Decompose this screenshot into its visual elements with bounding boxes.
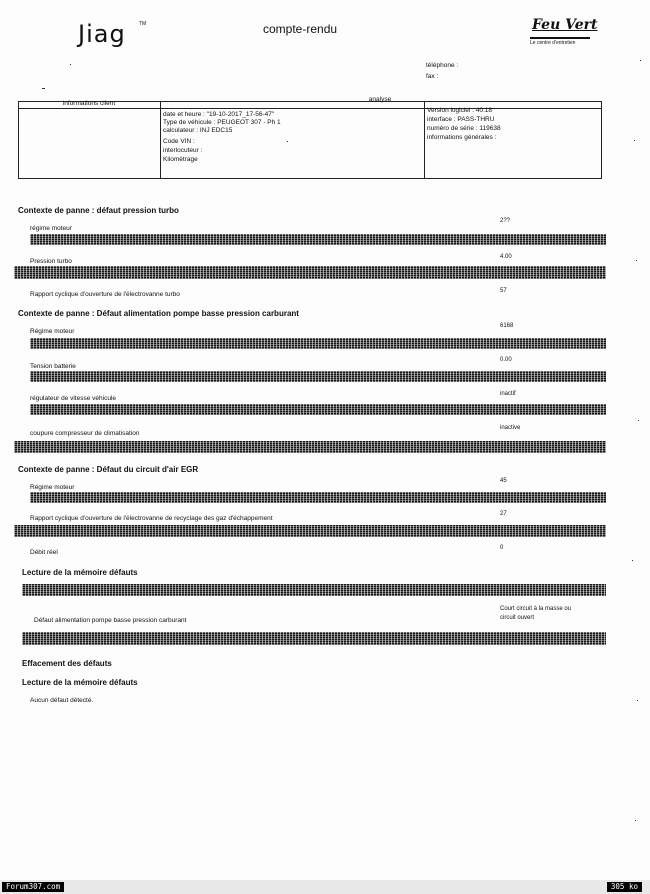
software-version: Version logiciel : 40.18 <box>427 107 493 114</box>
scan-speck <box>42 88 45 89</box>
redaction-bar <box>30 492 606 503</box>
scan-speck <box>287 141 288 142</box>
egr-flow-label: Débit réel <box>30 549 58 556</box>
ecu-type: calculateur : INJ EDC15 <box>163 127 233 134</box>
info-box <box>18 101 602 179</box>
scan-speck <box>634 140 635 141</box>
speed-regulator-label: régulateur de vitesse véhicule <box>30 395 116 402</box>
egr-duty-cycle-label: Rapport cyclique d'ouverture de l'électrovanne de recyclage des gaz d'échappement <box>30 515 273 522</box>
turbo-pressure-label: Pression turbo <box>30 258 72 265</box>
interlocutor: interlocuteur : <box>163 147 203 154</box>
redaction-bar <box>14 525 606 537</box>
redaction-bar <box>30 234 606 245</box>
scan-speck <box>70 64 71 65</box>
fault-fuel-pump-status-line2: circuit ouvert <box>500 615 535 621</box>
jiag-logo: Jiag <box>78 20 126 48</box>
fuel-engine-speed-value: 6168 <box>500 323 514 329</box>
interface: interface : PASS-THRU <box>427 116 495 123</box>
fuel-engine-speed-label: Régime moteur <box>30 328 75 335</box>
date-time: date et heure : "19-10-2017_17-56-47" <box>163 111 275 118</box>
turbo-duty-cycle-value: 57 <box>500 288 507 294</box>
serial-number: numéro de série : 119638 <box>427 125 501 132</box>
redaction-bar <box>22 584 606 596</box>
feuvert-tagline: Le centre d'entretien <box>530 37 590 46</box>
redaction-bar <box>30 338 606 349</box>
egr-engine-speed-value: 45 <box>500 478 507 484</box>
scan-speck <box>640 60 641 61</box>
ac-cutoff-label: coupure compresseur de climatisation <box>30 430 140 437</box>
turbo-engine-speed-label: régime moteur <box>30 225 72 232</box>
egr-flow-value: 0 <box>500 545 504 551</box>
document-title: compte-rendu <box>263 22 338 36</box>
info-box-divider-left <box>160 101 161 179</box>
scan-speck <box>638 420 639 421</box>
egr-engine-speed-label: Régime moteur <box>30 484 75 491</box>
scan-speck <box>632 560 633 561</box>
redaction-bar <box>22 632 606 645</box>
fault-fuel-pump-label: Défaut alimentation pompe basse pression carburant <box>34 617 187 624</box>
section-title-fault-memory-2: Lecture de la mémoire défauts <box>22 678 138 687</box>
footer-size-label: 305 ko <box>607 882 642 892</box>
section-title-fuel-pump: Contexte de panne : Défaut alimentation pompe basse pression carburant <box>18 309 299 318</box>
general-info: informations générales : <box>427 134 497 141</box>
vehicle-type: Type de véhicule : PEUGEOT 307 - Ph 1 <box>163 119 281 126</box>
fax-label: fax : <box>426 73 439 80</box>
section-title-fault-clear: Effacement des défauts <box>22 659 112 668</box>
feuvert-logo: Feu Vert <box>532 17 598 33</box>
battery-voltage-value: 0.00 <box>500 357 512 363</box>
section-title-fault-memory: Lecture de la mémoire défauts <box>22 568 138 577</box>
analyse-label: analyse <box>368 96 392 103</box>
info-box-divider-right <box>424 101 425 179</box>
section-title-turbo: Contexte de panne : défaut pression turbo <box>18 206 179 215</box>
redaction-bar <box>14 266 606 279</box>
redaction-bar <box>30 404 606 415</box>
client-info-label: informations client <box>62 100 116 107</box>
redaction-bar <box>14 441 606 453</box>
fault-fuel-pump-status-line1: Court circuit à la masse ou <box>500 606 572 612</box>
speed-regulator-value: inactif <box>500 391 516 397</box>
ac-cutoff-value: inactive <box>500 425 521 431</box>
section-title-egr: Contexte de panne : Défaut du circuit d'air EGR <box>18 465 199 474</box>
scan-speck <box>636 260 637 261</box>
scan-speck <box>637 700 638 701</box>
footer-bar <box>0 880 650 894</box>
battery-voltage-label: Tension batterie <box>30 363 76 370</box>
footer-site-label: Forum307.com <box>2 882 64 892</box>
mileage: Kilométrage <box>163 156 198 163</box>
trademark-mark: TM <box>139 21 147 27</box>
info-box-header-line <box>18 108 602 109</box>
no-fault-text: Aucun défaut détecté. <box>30 697 94 704</box>
turbo-pressure-value: 4.00 <box>500 254 512 260</box>
vin-code: Code VIN : <box>163 138 195 145</box>
scan-speck <box>635 820 636 821</box>
turbo-engine-speed-value: 2?? <box>500 218 511 224</box>
redaction-bar <box>30 371 606 382</box>
egr-duty-cycle-value: 27 <box>500 511 507 517</box>
telephone-label: téléphone : <box>426 62 459 69</box>
turbo-duty-cycle-label: Rapport cyclique d'ouverture de l'électrovanne turbo <box>30 291 180 298</box>
